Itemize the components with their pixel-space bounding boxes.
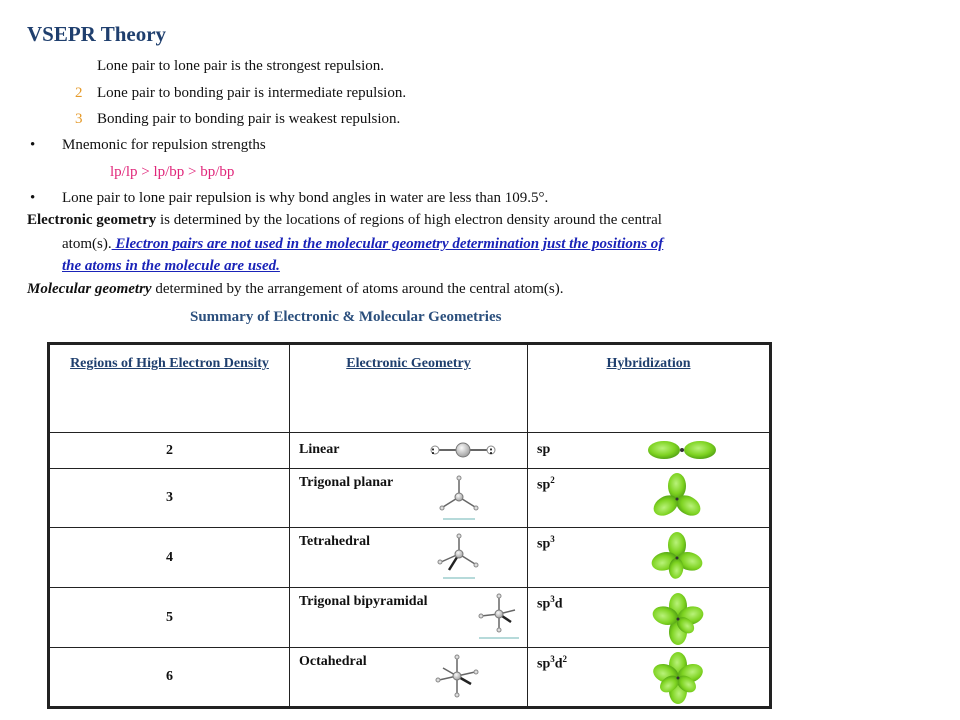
rule-3: 3 Bonding pair to bonding pair is weakest repulsion.: [75, 111, 401, 127]
trigonal-bipyramidal-molecule-icon: [471, 592, 527, 644]
geometry-cell: [290, 588, 528, 648]
regions-cell: 3: [49, 469, 290, 528]
sp2-orbital-icon: [651, 473, 703, 525]
rule-2: 2 Lone pair to bonding pair is intermediate repulsion.: [75, 85, 407, 101]
hybridization-cell: [528, 528, 771, 588]
mnemonic-label: Mnemonic for repulsion strengths: [62, 137, 266, 153]
column-header-hybridization: Hybridization: [528, 344, 771, 433]
molecular-geometry-definition: Molecular geometry determined by the arrangement of atoms around the central atom(s).: [27, 281, 564, 297]
mnemonic-text: lp/lp > lp/bp > bp/bp: [110, 164, 235, 180]
table-row: [49, 433, 771, 469]
geometry-cell: [290, 648, 528, 708]
hybridization-cell: [528, 469, 771, 528]
regions-cell: 4: [49, 528, 290, 588]
regions-cell: 2: [49, 433, 290, 469]
geometry-label: Octahedral: [299, 654, 367, 669]
geometry-label: Trigonal planar: [299, 475, 394, 490]
svg-text::: :: [431, 446, 435, 457]
column-header-regions: Regions of High Electron Density: [49, 344, 290, 433]
table-row: [49, 469, 771, 528]
svg-text::: :: [489, 446, 493, 457]
column-header-geometry: Electronic Geometry: [290, 344, 528, 433]
tetrahedral-molecule-icon: [429, 532, 491, 584]
geometry-table: [47, 342, 772, 709]
regions-cell: 6: [49, 648, 290, 708]
geometry-cell: [290, 528, 528, 588]
sp-orbital-icon: [647, 437, 717, 463]
hybridization-label: $sp^3d^2$: [537, 654, 568, 672]
electronic-geometry-definition: Electronic geometry is determined by the locations of regions of high electron density around the central: [27, 212, 662, 228]
table-header-row: [49, 344, 771, 433]
bullet-icon: •: [30, 137, 36, 153]
summary-title: Summary of Electronic & Molecular Geometries: [190, 309, 502, 325]
octahedral-molecule-icon: [429, 652, 485, 704]
hybridization-label: $sp^2$: [537, 475, 555, 493]
geometry-label: Tetrahedral: [299, 534, 371, 549]
sp3d-orbital-icon: [651, 592, 705, 646]
geometry-label: Trigonal bipyramidal: [299, 594, 428, 609]
page-title: VSEPR Theory: [27, 22, 167, 46]
hybridization-label: sp: [537, 442, 551, 457]
hybridization-label: $sp^3$: [537, 534, 555, 552]
regions-cell: 5: [49, 588, 290, 648]
geometry-label: Linear: [299, 442, 340, 457]
hybridization-cell: [528, 648, 771, 708]
trigonal-planar-molecule-icon: [429, 473, 491, 525]
hybridization-cell: [528, 588, 771, 648]
water-note: Lone pair to lone pair repulsion is why bond angles in water are less than 109.5°.: [62, 190, 549, 206]
electronic-geometry-definition-cont: atom(s). Electron pairs are not used in the molecular geometry determination just the positions of: [62, 236, 664, 252]
hybridization-label: $sp^3d$: [537, 594, 563, 612]
table-row: [49, 588, 771, 648]
bullet-icon: •: [30, 190, 36, 206]
geometry-cell: [290, 433, 528, 469]
electronic-geometry-definition-end: the atoms in the molecule are used.: [62, 258, 280, 274]
hybridization-cell: [528, 433, 771, 469]
table-row: [49, 528, 771, 588]
linear-molecule-icon: [427, 438, 499, 462]
rule-1: Lone pair to lone pair is the strongest repulsion.: [97, 58, 385, 74]
table-row: [49, 648, 771, 708]
sp3d2-orbital-icon: [651, 651, 705, 705]
sp3-orbital-icon: [651, 532, 703, 584]
geometry-cell: [290, 469, 528, 528]
